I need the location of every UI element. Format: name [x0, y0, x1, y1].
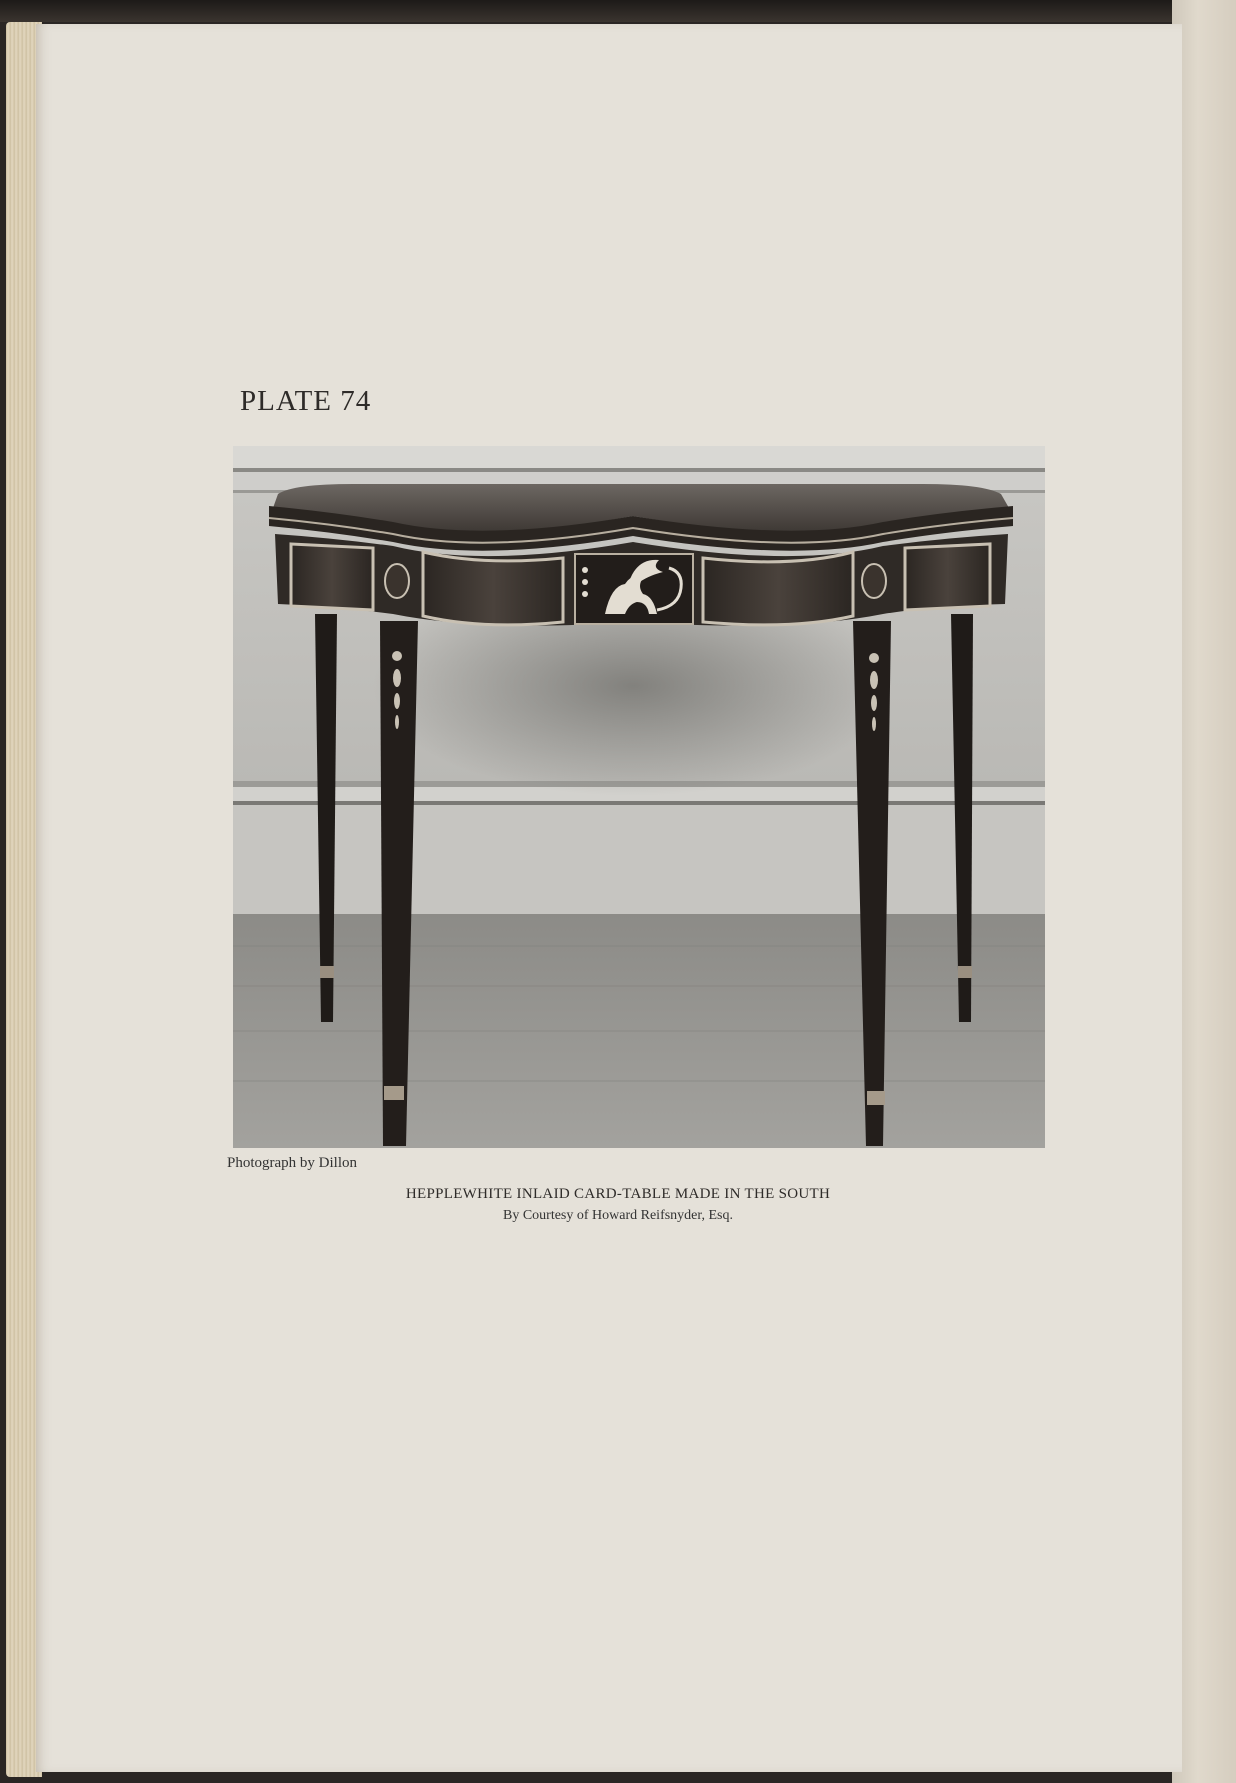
book-top-edge — [0, 0, 1236, 22]
photo-credit: Photograph by Dillon — [227, 1155, 357, 1171]
caption-title: HEPPLEWHITE INLAID CARD-TABLE MADE IN THE SOUTH — [405, 1186, 831, 1202]
caption-courtesy: By Courtesy of Howard Reifsnyder, Esq. — [502, 1208, 733, 1223]
plate-photograph — [233, 446, 1045, 1148]
card-table-illustration — [233, 446, 1045, 1148]
plate-number: PLATE 74 — [240, 385, 372, 417]
